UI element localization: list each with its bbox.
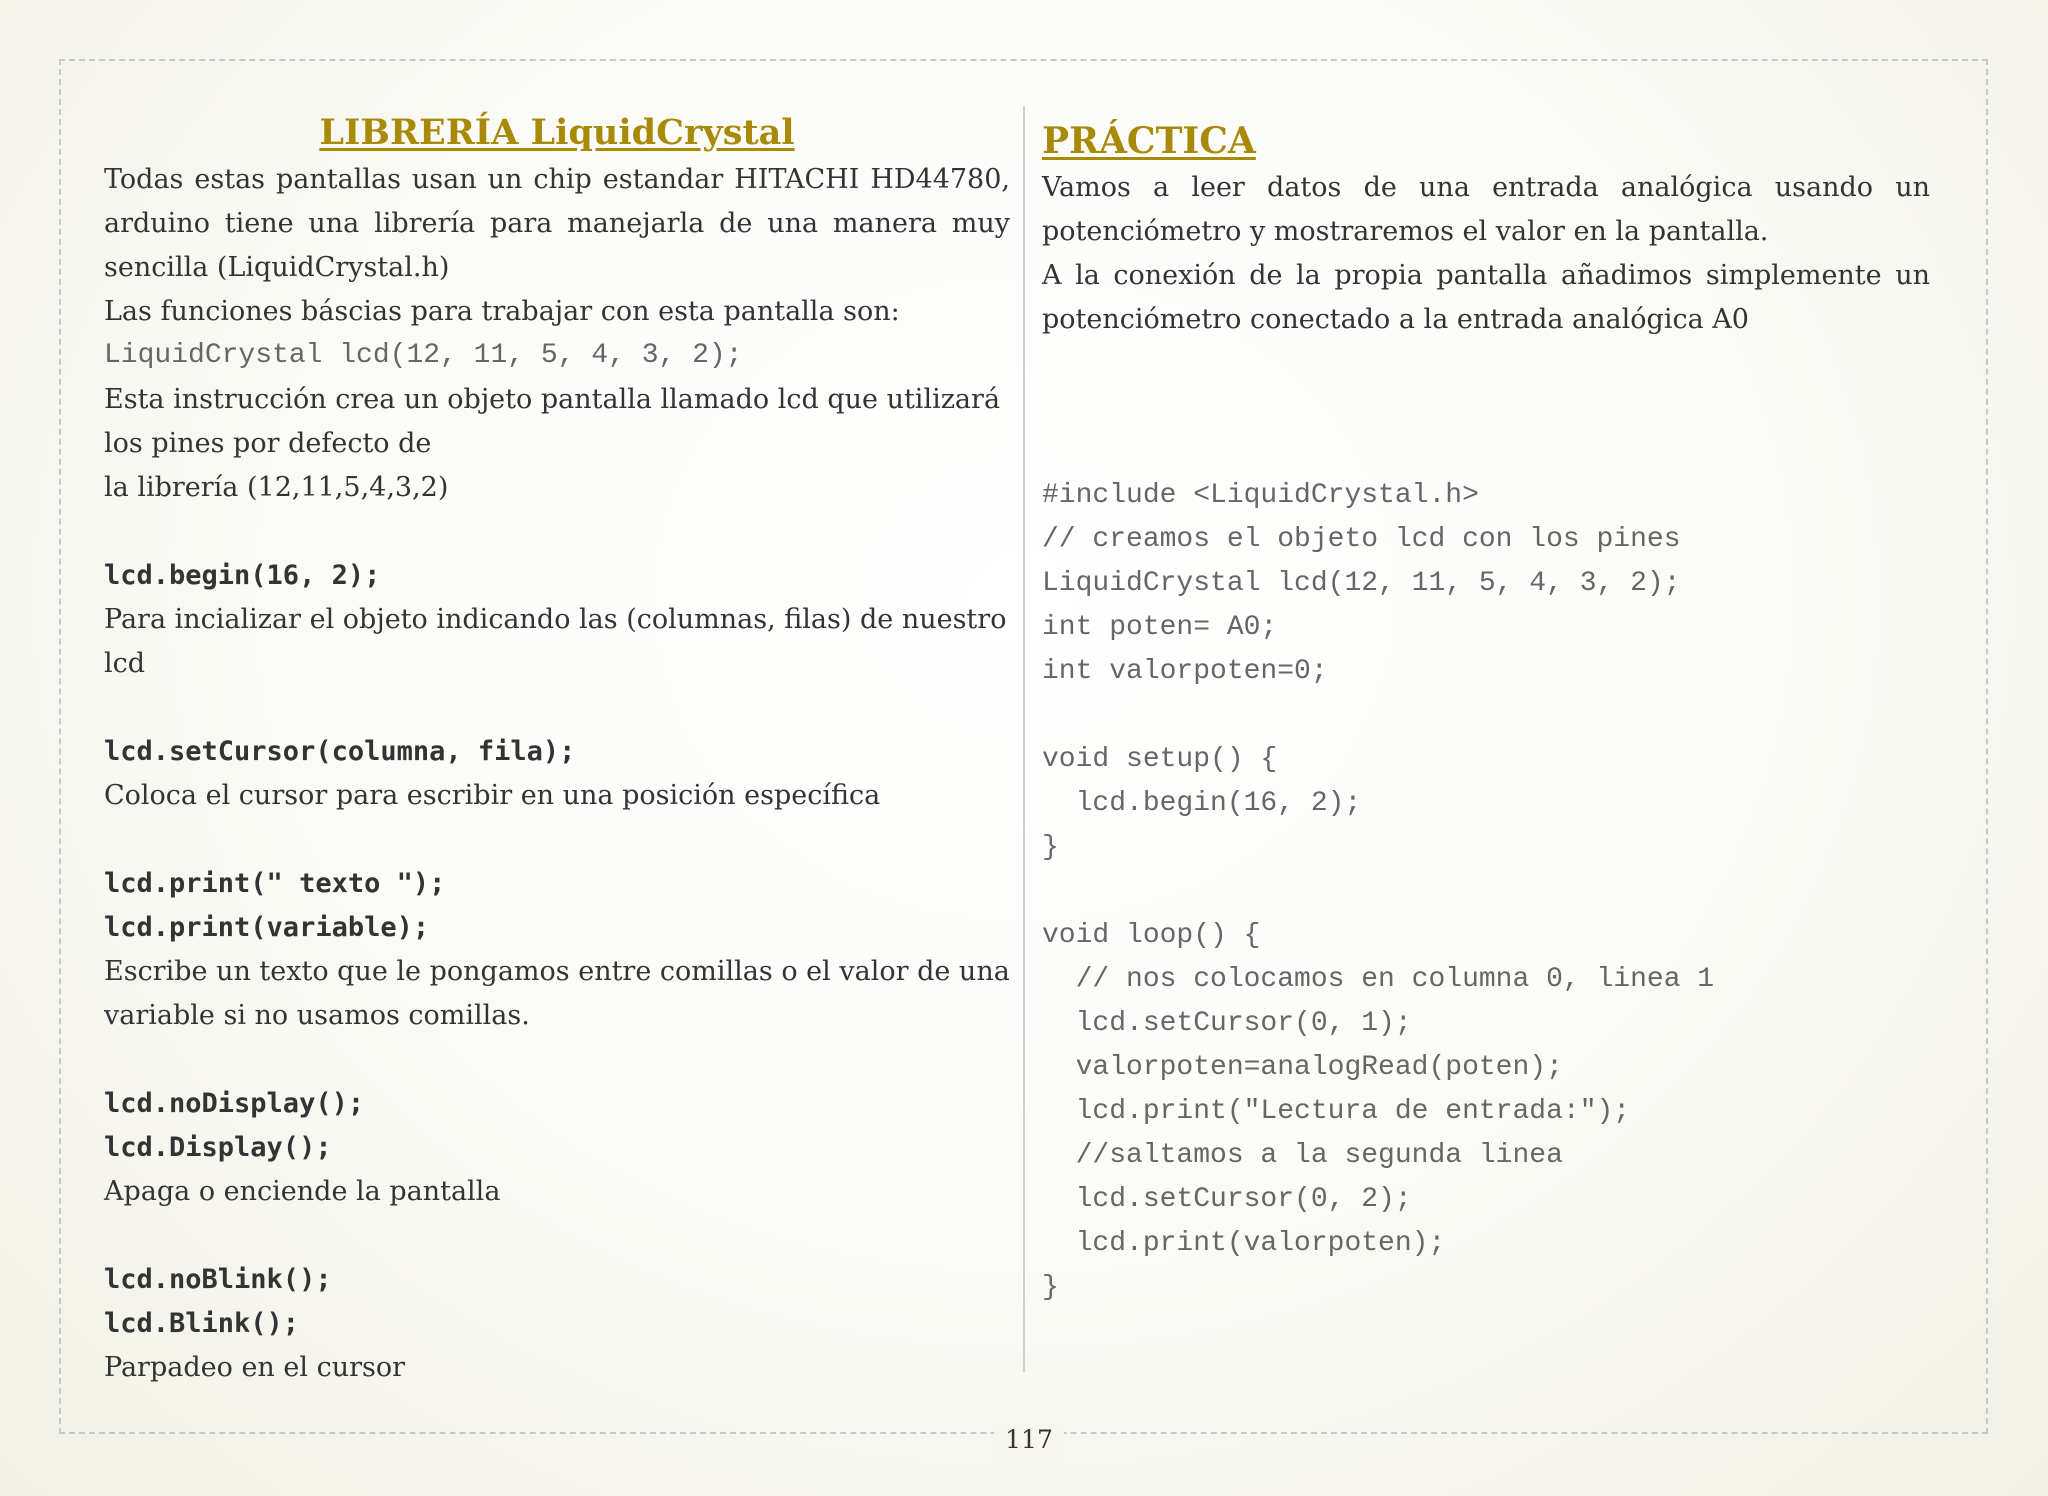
blink-desc: Parpadeo en el cursor [104,1352,406,1383]
code-line [1042,694,1930,738]
column-divider [1023,106,1025,1372]
right-column [1042,108,1930,1310]
constructor-desc-pins: la librería (12,11,5,4,3,2) [104,472,449,503]
code-line: valorpoten=analogRead(poten); [1042,1052,1563,1083]
code-line: lcd.setCursor(0, 2); [1042,1184,1412,1215]
left-column [104,108,1010,1390]
code-line: lcd.setCursor(0, 1); [1042,1008,1412,1039]
constructor-desc: Esta instrucción crea un objeto pantalla llamado lcd que utilizará los pines por defecto de [104,384,1001,459]
noblink-code: lcd.noBlink(); [104,1264,332,1295]
nodisplay-code: lcd.noDisplay(); [104,1088,365,1119]
print-code-variable: lcd.print(variable); [104,912,430,943]
code-line: int poten= A0; [1042,612,1278,643]
practice-paragraph-1: Vamos a leer datos de una entrada analógica usando un potenciómetro y mostraremos el valor en la pantalla. [1042,172,1930,247]
library-heading: LIBRERÍA LiquidCrystal [319,112,795,153]
display-code: lcd.Display(); [104,1132,332,1163]
print-code-text: lcd.print(" texto "); [104,868,446,899]
code-line: lcd.begin(16, 2); [1042,788,1362,819]
setcursor-desc: Coloca el cursor para escribir en una posición específica [104,780,881,811]
code-line: int valorpoten=0; [1042,656,1328,687]
code-line: lcd.print(valorpoten); [1042,1228,1446,1259]
practice-paragraph-2: A la conexión de la propia pantalla añadimos simplemente un potenciómetro conectado a la entrada analógica A0 [1042,260,1930,335]
begin-code: lcd.begin(16, 2); [104,560,381,591]
setcursor-code: lcd.setCursor(columna, fila); [104,736,576,767]
code-line [1042,870,1930,914]
page-number: 117 [994,1422,1064,1458]
code-line: // nos colocamos en columna 0, linea 1 [1042,964,1715,995]
code-line: //saltamos a la segunda linea [1042,1140,1563,1171]
print-desc: Escribe un texto que le pongamos entre comillas o el valor de una variable si no usamos comillas. [104,956,1010,1031]
code-line: LiquidCrystal lcd(12, 11, 5, 4, 3, 2); [1042,568,1681,599]
constructor-code: LiquidCrystal lcd(12, 11, 5, 4, 3, 2); [104,340,743,371]
functions-intro: Las funciones báscias para trabajar con esta pantalla son: [104,296,900,327]
practice-heading: PRÁCTICA [1042,120,1256,162]
code-line: lcd.print("Lectura de entrada:"); [1042,1096,1631,1127]
code-listing [1042,474,1930,1310]
code-line: #include <LiquidCrystal.h> [1042,480,1479,511]
intro-paragraph: Todas estas pantallas usan un chip estandar HITACHI HD44780, arduino tiene una librería para manejarla de una manera muy sencilla (LiquidCrystal.h) [104,164,1010,283]
blink-code: lcd.Blink(); [104,1308,300,1339]
code-line: } [1042,832,1059,863]
code-line: void setup() { [1042,744,1278,775]
code-line: } [1042,1272,1059,1303]
begin-desc: Para incializar el objeto indicando las (columnas, filas) de nuestro lcd [104,604,1007,679]
code-line: void loop() { [1042,920,1261,951]
code-line: // creamos el objeto lcd con los pines [1042,524,1681,555]
display-desc: Apaga o enciende la pantalla [104,1176,501,1207]
